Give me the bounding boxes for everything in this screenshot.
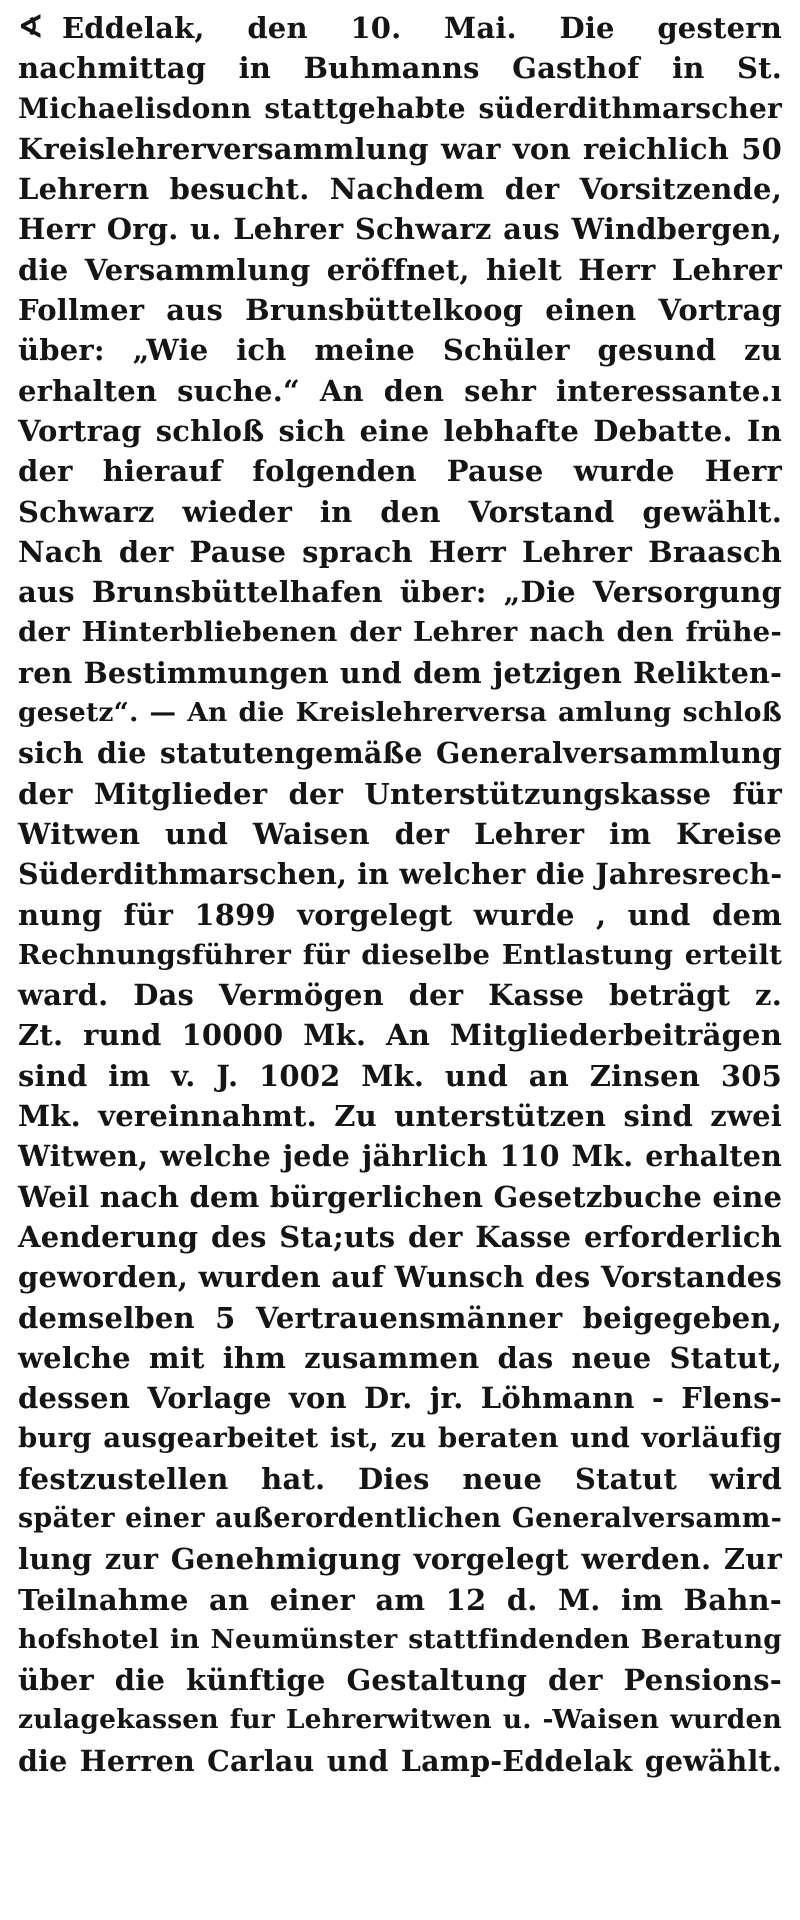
article-line-16: der Hinterbliebenen der Lehrer nach den frühe- — [18, 616, 782, 649]
article-line-15: aus Brunsbüttelhafen über: „Die Versorgung — [18, 575, 782, 610]
article-line-29: Witwen, welche jede jährlich 110 Mk. erhalten — [18, 1139, 782, 1174]
article-line-11: Vortrag schloß sich eine lebhafte Debatte. In — [18, 413, 782, 448]
article-line-23: nung für 1899 vorgelegt wurde , und dem — [18, 897, 782, 932]
article-line-12: der hierauf folgenden Pause wurde Herr — [18, 454, 782, 489]
article-line-44: die Herren Carlau und Lamp-Eddelak gewählt. — [18, 1743, 782, 1778]
article-line-32: geworden, wurden auf Wunsch des Vorstandes — [18, 1260, 782, 1295]
article-line-41: hofshotel in Neumünster stattfindenden Beratung — [18, 1623, 782, 1655]
article-line-7: die Versammlung eröffnet, hielt Herr Lehrer — [18, 252, 782, 287]
article-line-3: Michaelisdonn stattgehabte süderdithmarscher — [18, 91, 782, 125]
article-line-20: der Mitglieder der Unterstützungskasse für — [18, 776, 782, 811]
article-line-33: demselben 5 Vertrauensmänner beigegeben, — [18, 1300, 782, 1335]
article-line-10: erhalten suche.“ An den sehr interessante.ı — [18, 373, 782, 408]
article-line-30: Weil nach dem bürgerlichen Gesetzbuche eine — [18, 1179, 783, 1214]
article-line-19: sich die statutengemäße Generalversammlung — [18, 736, 782, 771]
article-line-42: über die künftige Gestaltung der Pensions- — [18, 1663, 782, 1698]
article-line-17: ren Bestimmungen und dem jetzigen Relikten- — [18, 655, 782, 690]
section-marker-icon: ∢ — [18, 10, 44, 45]
article-line-1 — [18, 8, 782, 48]
article-line-13: Schwarz wieder in den Vorstand gewählt. — [18, 494, 782, 529]
article-line-21: Witwen und Waisen der Lehrer im Kreise — [18, 816, 782, 851]
article-line-27: sind im v. J. 1002 Mk. und an Zinsen 305 — [18, 1058, 782, 1093]
article-line-34: welche mit ihm zusammen das neue Statut, — [18, 1340, 782, 1375]
article-line-6: Herr Org. u. Lehrer Schwarz aus Windbergen, — [18, 212, 782, 247]
article-line-38: später einer außerordentlichen Generalversamm- — [18, 1502, 782, 1534]
article-line-26: Zt. rund 10000 Mk. An Mitgliederbeiträgen — [18, 1018, 782, 1053]
article-line-14: Nach der Pause sprach Herr Lehrer Braasch — [18, 534, 782, 569]
article-line-37: festzustellen hat. Dies neue Statut wird — [18, 1461, 782, 1496]
article-body — [18, 48, 782, 1781]
article-line-31: Aenderung des Sta;uts der Kasse erforderlich — [18, 1219, 782, 1254]
article-line-25: ward. Das Vermögen der Kasse beträgt z. — [18, 978, 782, 1013]
article-line-40: Teilnahme an einer am 12 d. M. im Bahn- — [18, 1582, 782, 1617]
article-line-36: burg ausgearbeitet ist, zu beraten und vorläufig — [18, 1422, 782, 1455]
article-line-2: nachmittag in Buhmanns Gasthof in St. — [18, 51, 782, 86]
newspaper-article — [18, 8, 782, 1781]
article-line-8: Follmer aus Brunsbüttelkoog einen Vortrag — [18, 293, 782, 328]
article-line-9: über: „Wie ich meine Schüler gesund zu — [18, 333, 782, 368]
article-line-4: Kreislehrerversammlung war von reichlich 50 — [18, 131, 782, 166]
article-first-line-text: Eddelak, den 10. Mai. Die gestern — [62, 11, 782, 45]
article-line-35: dessen Vorlage von Dr. jr. Löhmann - Flens- — [18, 1381, 782, 1416]
article-line-28: Mk. vereinnahmt. Zu unterstützen sind zwei — [18, 1099, 782, 1134]
article-line-22: Süderdithmarschen, in welcher die Jahresrech- — [18, 857, 783, 892]
article-line-39: lung zur Genehmigung vorgelegt werden. Zur — [18, 1542, 782, 1577]
article-line-5: Lehrern besucht. Nachdem der Vorsitzende, — [18, 172, 782, 207]
article-line-43: zulagekassen fur Lehrerwitwen u. -Waisen wurden — [18, 1704, 782, 1736]
article-line-18: gesetz“. — An die Kreislehrerversa amlung schloß — [18, 697, 782, 729]
article-line-24: Rechnungsführer für dieselbe Entlastung erteilt — [18, 938, 782, 971]
